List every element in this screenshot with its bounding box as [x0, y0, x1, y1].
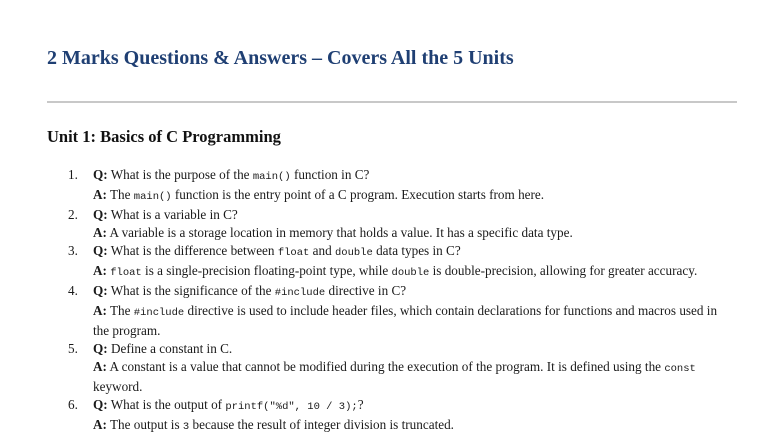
- answer-line: [93, 416, 733, 436]
- answer-line: [93, 224, 733, 242]
- inline-code: const: [664, 363, 696, 375]
- answer-line: [93, 358, 733, 396]
- inline-code: float: [277, 247, 310, 259]
- question-text: What is the significance of the: [110, 283, 275, 298]
- answer-label: A:: [93, 417, 107, 432]
- inline-code: main(): [252, 171, 291, 183]
- qa-number: 1.: [68, 167, 78, 182]
- document-title: 2 Marks Questions & Answers – Covers All the 5 Units: [47, 47, 514, 69]
- answer-text: keyword.: [93, 379, 143, 394]
- question-line: [93, 282, 733, 302]
- inline-code: double: [391, 267, 430, 279]
- question-label: Q:: [93, 397, 108, 412]
- answer-label: A:: [93, 263, 107, 278]
- answer-text: The: [109, 187, 134, 202]
- qa-item-6: [0, 396, 733, 436]
- question-text: data types in C?: [372, 243, 461, 258]
- qa-item-3: [0, 242, 733, 282]
- answer-line: [93, 302, 733, 340]
- answer-text: because the result of integer division is truncated.: [189, 417, 454, 432]
- qa-item-2: [0, 206, 733, 242]
- question-label: Q:: [93, 167, 108, 182]
- answer-label: A:: [93, 187, 107, 202]
- question-text: What is the purpose of the: [110, 167, 253, 182]
- qa-number: 3.: [68, 243, 78, 258]
- qa-number: 5.: [68, 341, 78, 356]
- inline-code: 3: [182, 421, 190, 433]
- question-text: function in C?: [290, 167, 370, 182]
- inline-code: main(): [133, 191, 172, 203]
- answer-label: A:: [93, 225, 107, 240]
- answer-text: is a single-precision floating-point type, while: [141, 263, 392, 278]
- title-divider: [47, 101, 737, 103]
- question-line: [93, 166, 733, 186]
- question-label: Q:: [93, 243, 108, 258]
- answer-text: A variable is a storage location in memory that holds a value. It has a specific data type.: [109, 225, 573, 240]
- inline-code: #include: [274, 287, 326, 299]
- question-text: What is a variable in C?: [110, 207, 238, 222]
- inline-code: printf("%d", 10 / 3);: [225, 401, 358, 413]
- answer-text: The: [109, 303, 134, 318]
- question-text: ?: [357, 397, 364, 412]
- answer-line: [93, 262, 733, 282]
- qa-list: [0, 166, 784, 436]
- question-line: [93, 206, 733, 224]
- answer-text: is double-precision, allowing for greater accuracy.: [429, 263, 698, 278]
- qa-item-5: [0, 340, 733, 396]
- question-text: Define a constant in C.: [110, 341, 233, 356]
- question-line: [93, 340, 733, 358]
- answer-text: The output is: [109, 417, 183, 432]
- question-line: [93, 396, 733, 416]
- question-label: Q:: [93, 207, 108, 222]
- question-label: Q:: [93, 341, 108, 356]
- qa-item-4: [0, 282, 733, 340]
- question-label: Q:: [93, 283, 108, 298]
- unit-heading: Unit 1: Basics of C Programming: [47, 127, 281, 146]
- answer-label: A:: [93, 359, 107, 374]
- inline-code: double: [334, 247, 373, 259]
- answer-text: function is the entry point of a C program. Execution starts from here.: [171, 187, 545, 202]
- qa-item-1: [0, 166, 733, 206]
- qa-number: 6.: [68, 397, 78, 412]
- question-line: [93, 242, 733, 262]
- question-text: and: [309, 243, 335, 258]
- inline-code: #include: [133, 307, 185, 319]
- answer-label: A:: [93, 303, 107, 318]
- answer-line: [93, 186, 733, 206]
- answer-text: directive is used to include header files, which contain declarations for functions and macros used in the program.: [93, 303, 718, 338]
- question-text: What is the output of: [110, 397, 226, 412]
- inline-code: float: [110, 267, 142, 279]
- question-text: What is the difference between: [110, 243, 278, 258]
- question-text: directive in C?: [325, 283, 407, 298]
- qa-number: 4.: [68, 283, 78, 298]
- qa-number: 2.: [68, 207, 78, 222]
- answer-text: A constant is a value that cannot be modified during the execution of the program. It is defined using the: [109, 359, 665, 374]
